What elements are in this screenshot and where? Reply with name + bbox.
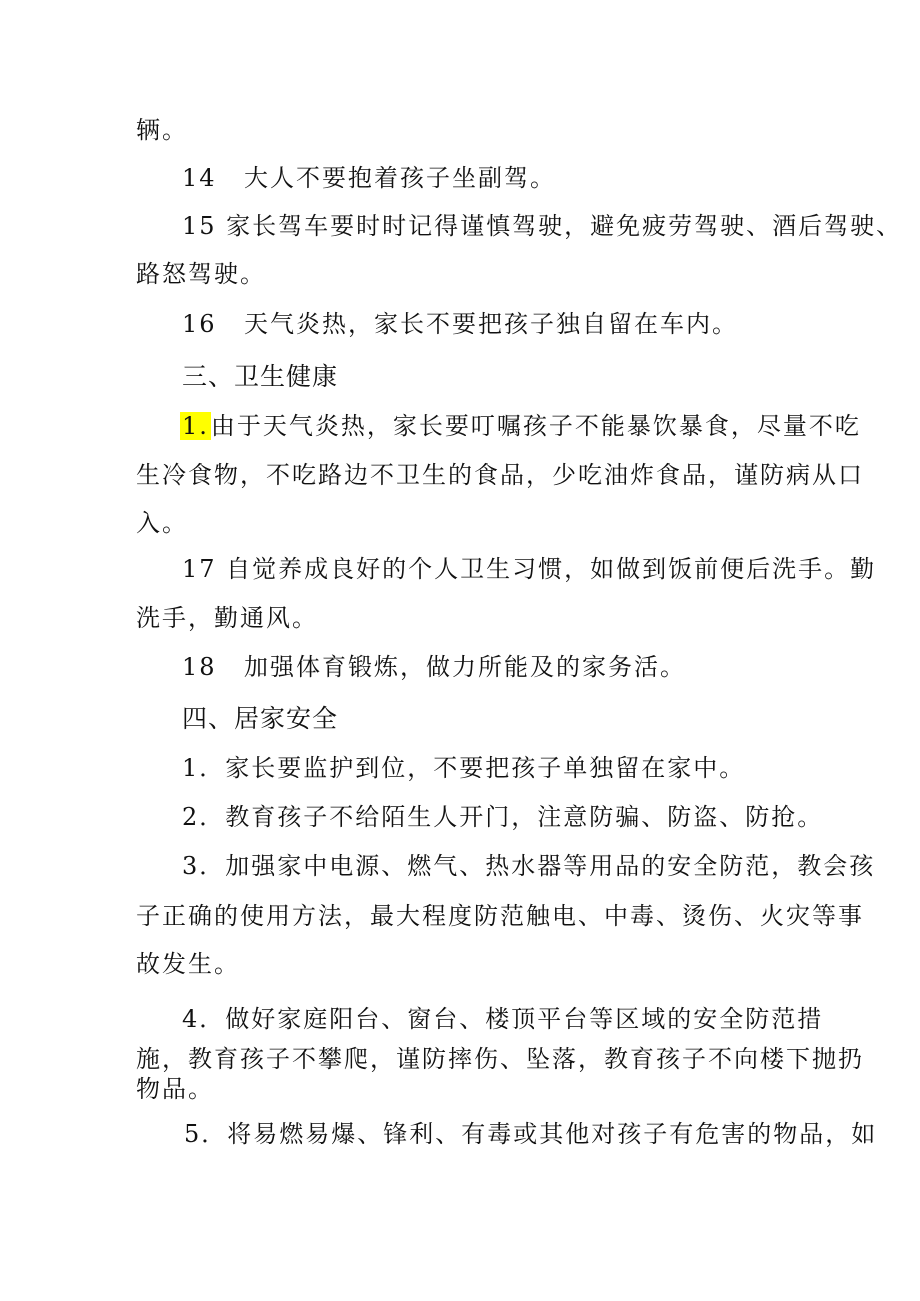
paragraph-text: 入。 bbox=[136, 509, 188, 537]
item-number: 16 bbox=[182, 310, 217, 338]
paragraph-text: 大人不要抱着孩子坐副驾。 bbox=[244, 164, 556, 192]
paragraph-text: 子正确的使用方法，最大程度防范触电、中毒、烫伤、火灾等事 bbox=[136, 902, 864, 930]
paragraph-text: 辆。 bbox=[136, 116, 188, 144]
paragraph-text: 路怒驾驶。 bbox=[136, 260, 266, 288]
paragraph-text: 5．将易燃易爆、锋利、有毒或其他对孩子有危害的物品，如 bbox=[184, 1120, 878, 1148]
hygiene-item-1-line-2 bbox=[136, 459, 864, 491]
paragraph-text: 4．做好家庭阳台、窗台、楼顶平台等区域的安全防范措 bbox=[182, 1005, 824, 1033]
paragraph-text: 天气炎热，家长不要把孩子独自留在车内。 bbox=[244, 310, 738, 338]
paragraph-18 bbox=[182, 651, 686, 683]
paragraph-text: 3．加强家中电源、燃气、热水器等用品的安全防范，教会孩 bbox=[182, 852, 876, 880]
paragraph-15-line-2 bbox=[136, 258, 266, 290]
paragraph-text: 生冷食物，不吃路边不卫生的食品，少吃油炸食品，谨防病从口 bbox=[136, 461, 864, 489]
paragraph-text: 由于天气炎热，家长要叮嘱孩子不能暴饮暴食，尽量不吃 bbox=[210, 412, 861, 440]
paragraph-text: 17 自觉养成良好的个人卫生习惯，如做到饭前便后洗手。勤 bbox=[182, 555, 877, 583]
heading-text: 四、居家安全 bbox=[182, 704, 339, 733]
paragraph-text: 15 家长驾车要时时记得谨慎驾驶，避免疲劳驾驶、酒后驾驶、 bbox=[182, 212, 903, 240]
paragraph-continuation bbox=[136, 114, 188, 146]
home-safety-item-3-line-3 bbox=[136, 948, 240, 980]
hygiene-item-1-line-3 bbox=[136, 507, 188, 539]
paragraph-15-line-1 bbox=[182, 210, 902, 242]
paragraph-text: 洗手，勤通风。 bbox=[136, 604, 318, 632]
item-number: 14 bbox=[182, 164, 217, 192]
home-safety-item-4-line-3 bbox=[136, 1073, 214, 1105]
paragraph-text: 2．教育孩子不给陌生人开门，注意防骗、防盗、防抢。 bbox=[182, 803, 824, 831]
home-safety-item-5-line-1 bbox=[184, 1118, 877, 1150]
paragraph-text: 加强体育锻炼，做力所能及的家务活。 bbox=[244, 653, 686, 681]
paragraph-text: 物品。 bbox=[136, 1075, 214, 1103]
paragraph-14 bbox=[182, 162, 556, 194]
section-heading-hygiene bbox=[182, 361, 338, 393]
home-safety-item-1 bbox=[182, 752, 745, 784]
paragraph-text: 1．家长要监护到位，不要把孩子单独留在家中。 bbox=[182, 754, 746, 782]
hygiene-item-1-line-1 bbox=[180, 410, 861, 442]
paragraph-16 bbox=[182, 308, 738, 340]
home-safety-item-2 bbox=[182, 801, 823, 833]
paragraph-text: 故发生。 bbox=[136, 950, 240, 978]
home-safety-item-4-line-2 bbox=[136, 1043, 864, 1075]
home-safety-item-4-line-1 bbox=[182, 1003, 823, 1035]
home-safety-item-3-line-2 bbox=[136, 900, 864, 932]
item-number: 18 bbox=[182, 653, 217, 681]
section-heading-home-safety bbox=[182, 703, 338, 735]
paragraph-17-line-1 bbox=[182, 553, 876, 585]
highlighted-number: 1. bbox=[182, 412, 209, 440]
paragraph-text: 施，教育孩子不攀爬，谨防摔伤、坠落，教育孩子不向楼下抛扔 bbox=[136, 1045, 864, 1073]
paragraph-17-line-2 bbox=[136, 602, 318, 634]
home-safety-item-3-line-1 bbox=[182, 850, 875, 882]
heading-text: 三、卫生健康 bbox=[182, 362, 339, 391]
